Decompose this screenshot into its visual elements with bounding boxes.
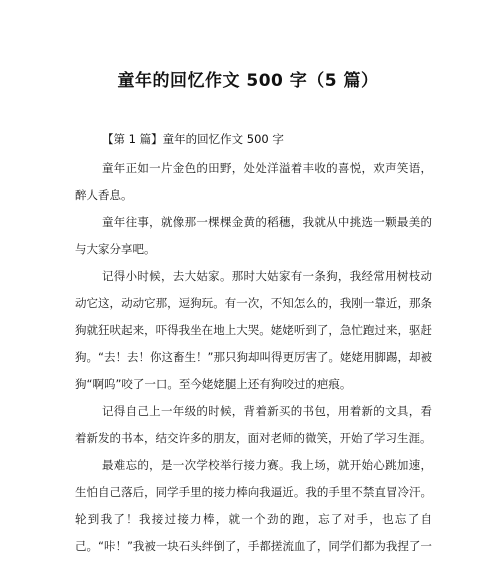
paragraph-2: 童年往事，就像那一棵棵金黄的稻穗，我就从中挑选一颗最美的与大家分享吧。 (75, 215, 432, 256)
article-body (75, 126, 432, 560)
paragraph-4: 记得自己上一年级的时候，背着新买的书包，用着新的文具，看着新发的书本，结交许多的朋友，面对老师的微笑，开始了学习生涯。 (75, 404, 432, 445)
paragraph-3: 记得小时候，去大姑家。那时大姑家有一条狗，我经常用树枝动动它这，动动它那，逗狗玩。有一次，不知怎么的，我刚一靠近，那条狗就狂吠起来，吓得我坐在地上大哭。姥姥听到了，急忙跑过来，驱赶狗。“去！去！你这畜生！”那只狗却叫得更厉害了。姥姥用脚踢，却被狗“啊呜”咬了一口。至今姥姥腿上还有狗咬过的疤痕。 (75, 269, 432, 391)
section-heading: 【第 1 篇】童年的回忆作文 500 字 (102, 132, 284, 146)
document-title: 童年的回忆作文 500 字（5 篇） (117, 71, 379, 91)
paragraph-5: 最难忘的，是一次学校举行接力赛。我上场，就开始心跳加速，生怕自己落后，同学手里的接力棒向我逼近。我的手里不禁直冒冷汗。轮到我了！我接过接力棒，就一个劲的跑，忘了对手，也忘了自己。“咔！”我被一块石头绊倒了，手都搓流血了，同学们都为我捏了一 (75, 458, 432, 553)
paragraph-1: 童年正如一片金色的田野，处处洋溢着丰收的喜悦，欢声笑语，醉人香息。 (75, 161, 432, 202)
